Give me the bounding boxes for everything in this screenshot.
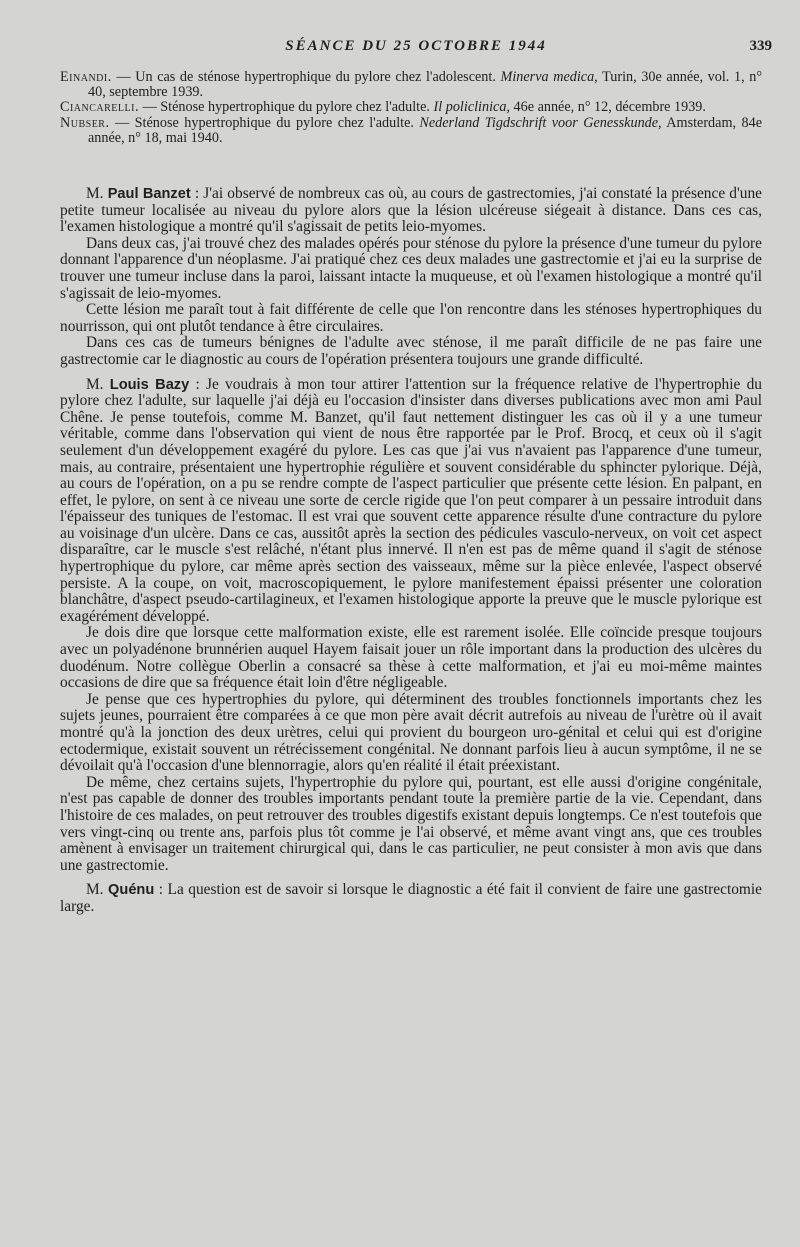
reference-details: 46e année, n° 12, décembre 1939. — [509, 99, 706, 116]
discussion-body — [60, 178, 762, 916]
speaker-prefix: M. — [86, 881, 109, 899]
reference-details: Amsterdam, 84e année, n° 18, mai 1940. — [88, 114, 762, 146]
page-header — [60, 38, 772, 62]
reference-list — [60, 70, 762, 146]
paragraph: De même, chez certains sujets, l'hypertrophie du pylore qui, pourtant, est elle aussi d'origine congénitale, n'est pas capable de donner des troubles importants pendant toute la première partie de la vie. Cependant, dans l'histoire de ces malades, on peut retrouver des troubles digestifs existant depuis longtemps. Ce n'est toutefois que vers vingt-cinq ou trente ans, parfois plus tôt comme je l'ai observé, et même avant vingt ans, que ces troubles amènent à envisager un traitement chirurgical qui, dans le cas particulier, ne peut consister à mon avis que dans une gastrectomie. — [60, 773, 762, 874]
paragraph: Cette lésion me paraît tout à fait différente de celle que l'on rencontre dans les sténoses hypertrophiques du nourrisson, qui ont plutôt tendance à être circulaires. — [60, 301, 762, 335]
reference-journal: Il policlinica, — [433, 99, 510, 116]
paragraph-text: : La question est de savoir si lorsque le diagnostic a été fait il convient de faire une gastrectomie large. — [60, 881, 762, 915]
reference-journal: Nederland Tigdschrift voor Genesskunde, — [419, 114, 662, 131]
reference-item — [60, 116, 762, 146]
speech-paragraph — [60, 377, 762, 626]
paragraph: Je dois dire que lorsque cette malformation existe, elle est rarement isolée. Elle coïncide presque toujours avec un polyadénone brunnérien auquel Hayem faisait jouer un rôle important dans la production des ulcères du duodénum. Notre collègue Oberlin a consacré sa thèse à cette malformation, et j'ai eu moi-même maintes occasions de dire que sa fréquence était loin d'être négligeable. — [60, 624, 762, 692]
reference-item — [60, 70, 762, 100]
paragraph: Dans deux cas, j'ai trouvé chez des malades opérés pour sténose du pylore la présence d'une tumeur du pylore donnant l'apparence d'un néoplasme. J'ai pratiqué chez ces deux malades une gastrectomie et j'ai eu la surprise de trouver une tumeur incluse dans la paroi, laissant intacte la muqueuse, et où l'examen histologique a montré qu'il s'agissait de leio-myomes. — [60, 234, 762, 302]
speaker-name: Louis Bazy — [109, 376, 190, 393]
reference-item — [60, 100, 762, 115]
reference-journal: Minerva medica, — [500, 69, 598, 85]
reference-text: — Un cas de sténose hypertrophique du pylore chez l'adolescent. — [116, 69, 501, 85]
paragraph: Dans ces cas de tumeurs bénignes de l'adulte avec sténose, il me paraît difficile de ne pas faire une gastrectomie car le diagnostic au cours de l'opération présentera toujours une grande difficulté. — [60, 334, 762, 368]
reference-text: — Sténose hypertrophique du pylore chez l'adulte. — [115, 114, 420, 131]
speaker-prefix: M. — [86, 375, 110, 393]
reference-details: Turin, 30e année, vol. 1, n° 40, septembre 1939. — [88, 69, 763, 101]
speech-paragraph — [60, 186, 762, 236]
page-number: 339 — [749, 38, 772, 54]
paragraph-text: : J'ai observé de nombreux cas où, au cours de gastrectomies, j'ai constaté la présence d'une petite tumeur localisée au niveau du pylore alors que la lésion ulcéreuse siégeait à distance. Dans ces cas, l'examen histologique a montré qu'il s'agissait de petits leio-myomes. — [60, 185, 762, 236]
reference-author: Einandi. — [60, 69, 112, 85]
speaker-name: Paul Banzet — [107, 186, 191, 202]
speech-paragraph — [60, 882, 762, 915]
speaker-prefix: M. — [86, 185, 108, 202]
speaker-name: Quénu — [108, 882, 155, 899]
reference-author: Ciancarelli. — [60, 99, 140, 116]
running-title: SÉANCE DU 25 OCTOBRE 1944 — [285, 38, 547, 54]
reference-author: Nubser. — [60, 114, 110, 131]
paragraph-text: : Je voudrais à mon tour attirer l'attention sur la fréquence relative de l'hypertrophie du pylore chez l'adulte, sur laquelle j'ai déjà eu l'occasion d'insister dans diverses publications avec mon ami Paul Chêne. Je pense toutefois, comme M. Banzet, qu'il faut nettement distinguer les cas où il y a une tumeur véritable, comme dans l'observation qui vient de nous être rapportée par le Prof. Brocq, et ceux où il s'agit seulement d'un développement exagéré du pylore. Les cas que j'ai vus n'avaient pas l'apparence d'une tumeur, mais, au contraire, présentaient une hypertrophie régulière et souvent considérable du sphincter pylorique. Déjà, au cours de l'opération, on a pu se rendre compte de l'aspect particulier que présente cette lésion. En palpant, en effet, le pylore, on sent à ce niveau une sorte de cercle rigide que l'on peut comparer à un pessaire introduit dans l'épaisseur des tuniques de l'estomac. Il est vrai que souvent cette apparence résulte d'une contracture du pylore au voisinage d'un ulcère. Dans ce cas, aussitôt après la section des pédicules vasculo-nerveux, on voit cet aspect disparaître, car le muscle s'est relâché, n'étant plus innervé. Il n'en est pas de même quand il s'agit de sténose hypertrophique du pylore, car même après section des vaisseaux, même sur la pièce enlevée, l'aspect observé persiste. A la coupe, on voit, macroscopiquement, le pylore manifestement épaissi présenter une coloration blanchâtre, d'aspect pseudo-cartilagineux, et l'examen histologique apporte la preuve que le muscle pylorique est exagérément développé. — [60, 375, 762, 625]
paragraph: Je pense que ces hypertrophies du pylore, qui déterminent des troubles fonctionnels importants chez les sujets jeunes, pourraient être comparées à ce que mon père avait décrit autrefois au niveau de l'urètre où il avait montré qu'à la jonction des deux urètres, celui qui provient du bourgeon uro-génital et celui qui est d'origine ectodermique, existait souvent un rétrécissement congénital. Ne donnant parfois lieu à aucun symptôme, il ne se dévoilait qu'à l'occasion d'une blennorragie, alors qu'en réalité il était préexistant. — [60, 690, 762, 775]
reference-text: — Sténose hypertrophique du pylore chez l'adulte. — [142, 99, 434, 116]
